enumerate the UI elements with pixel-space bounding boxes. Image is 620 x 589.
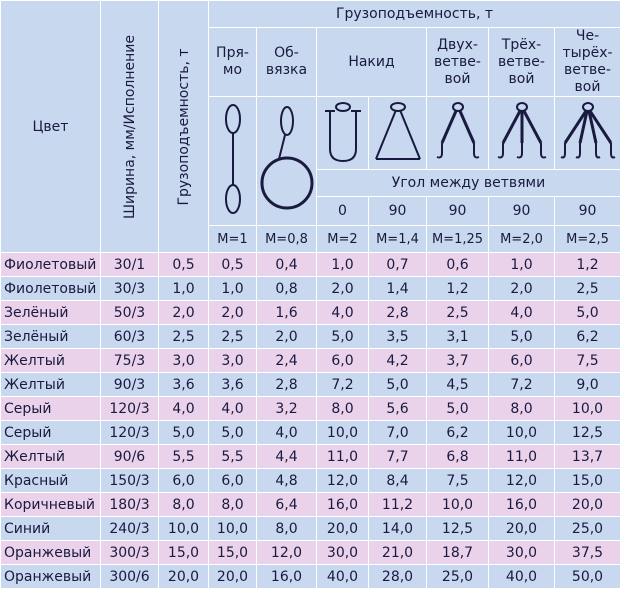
value-cell: 2,8: [369, 301, 427, 325]
load-cell: 3,6: [159, 373, 209, 397]
width-cell: 90/6: [101, 445, 159, 469]
value-cell: 2,0: [489, 277, 555, 301]
color-cell: Фиолетовый: [1, 253, 101, 277]
load-cell: 3,0: [159, 349, 209, 373]
table-row: [1, 445, 620, 469]
value-cell: 25,0: [555, 517, 620, 541]
header-width-label: Ширина, мм/Исполнение: [122, 35, 138, 219]
straight-sling-icon: [218, 99, 248, 219]
value-cell: 16,0: [257, 565, 317, 589]
width-cell: 240/3: [101, 517, 159, 541]
value-cell: 5,0: [555, 301, 620, 325]
value-cell: 0,7: [369, 253, 427, 277]
value-cell: 5,0: [209, 421, 257, 445]
color-cell: Желтый: [1, 349, 101, 373]
value-cell: 12,5: [555, 421, 620, 445]
value-cell: 2,5: [209, 325, 257, 349]
value-cell: 7,2: [317, 373, 369, 397]
value-cell: 3,7: [427, 349, 489, 373]
color-cell: Серый: [1, 421, 101, 445]
angle-title: [317, 170, 620, 197]
color-cell: Зелёный: [1, 301, 101, 325]
value-cell: 4,2: [369, 349, 427, 373]
color-cell: Красный: [1, 469, 101, 493]
value-cell: 3,1: [427, 325, 489, 349]
value-cell: 50,0: [555, 565, 620, 589]
value-cell: 4,4: [257, 445, 317, 469]
value-cell: 12,5: [427, 517, 489, 541]
value-cell: 8,0: [209, 493, 257, 517]
icon-three-leg-cell: [489, 97, 555, 170]
width-cell: 300/3: [101, 541, 159, 565]
value-cell: 7,0: [369, 421, 427, 445]
value-cell: 40,0: [489, 565, 555, 589]
type-four-leg-label: Че- тырёх- ветве- вой: [562, 28, 612, 95]
width-cell: 120/3: [101, 397, 159, 421]
value-cell: 7,7: [369, 445, 427, 469]
value-cell: 4,0: [257, 421, 317, 445]
value-cell: 15,0: [555, 469, 620, 493]
value-cell: 1,0: [489, 253, 555, 277]
load-cell: 2,5: [159, 325, 209, 349]
value-cell: 6,2: [427, 421, 489, 445]
value-cell: 5,0: [489, 325, 555, 349]
icon-basket-angle-cell: [369, 97, 427, 170]
width-cell: 120/3: [101, 421, 159, 445]
type-two-leg-label: Двух- ветве- вой: [434, 37, 481, 87]
type-choke-label: Об- вязка: [266, 45, 307, 78]
value-cell: 7,2: [489, 373, 555, 397]
value-cell: 11,2: [369, 493, 427, 517]
value-cell: 3,2: [257, 397, 317, 421]
value-cell: 8,0: [257, 517, 317, 541]
value-cell: 4,0: [209, 397, 257, 421]
width-cell: 50/3: [101, 301, 159, 325]
icon-straight-cell: [209, 97, 257, 226]
value-cell: 5,0: [427, 397, 489, 421]
four-leg-sling-icon: [557, 101, 619, 165]
header-width: [101, 1, 159, 253]
value-cell: 6,4: [257, 493, 317, 517]
color-cell: Синий: [1, 517, 101, 541]
icon-basket-cell: [317, 97, 369, 170]
value-cell: 10,0: [209, 517, 257, 541]
table-body: [1, 253, 620, 589]
value-cell: 2,4: [257, 349, 317, 373]
load-cell: 1,0: [159, 277, 209, 301]
value-cell: 3,0: [209, 349, 257, 373]
angle-value: 90: [489, 197, 555, 226]
value-cell: 20,0: [209, 565, 257, 589]
table-row: [1, 253, 620, 277]
value-cell: 14,0: [369, 517, 427, 541]
table-row: [1, 349, 620, 373]
value-cell: 20,0: [489, 517, 555, 541]
table-row: [1, 469, 620, 493]
value-cell: 6,2: [555, 325, 620, 349]
load-cell: 0,5: [159, 253, 209, 277]
table-row: [1, 421, 620, 445]
value-cell: 10,0: [427, 493, 489, 517]
value-cell: 12,0: [317, 469, 369, 493]
value-cell: 3,6: [209, 373, 257, 397]
value-cell: 2,8: [257, 373, 317, 397]
value-cell: 4,0: [317, 301, 369, 325]
value-cell: 20,0: [555, 493, 620, 517]
m-factor: M=2,5: [555, 226, 620, 253]
width-cell: 60/3: [101, 325, 159, 349]
type-four-leg: [555, 28, 620, 97]
value-cell: 37,5: [555, 541, 620, 565]
value-cell: 4,5: [427, 373, 489, 397]
table-row: [1, 493, 620, 517]
color-cell: Оранжевый: [1, 541, 101, 565]
load-cell: 10,0: [159, 517, 209, 541]
value-cell: 1,0: [317, 253, 369, 277]
load-cell: 15,0: [159, 541, 209, 565]
value-cell: 5,5: [209, 445, 257, 469]
angle-value: 0: [317, 197, 369, 226]
value-cell: 28,0: [369, 565, 427, 589]
value-cell: 40,0: [317, 565, 369, 589]
icon-two-leg-cell: [427, 97, 489, 170]
type-straight-label: Пря- мо: [216, 45, 249, 78]
color-cell: Зелёный: [1, 325, 101, 349]
value-cell: 6,0: [317, 349, 369, 373]
table-row: [1, 541, 620, 565]
value-cell: 8,4: [369, 469, 427, 493]
width-cell: 30/3: [101, 277, 159, 301]
value-cell: 0,5: [209, 253, 257, 277]
value-cell: 3,5: [369, 325, 427, 349]
value-cell: 6,0: [209, 469, 257, 493]
header-group-label: Грузоподъемность, т: [336, 6, 493, 22]
angle-value: 90: [555, 197, 620, 226]
value-cell: 2,0: [317, 277, 369, 301]
width-cell: 30/1: [101, 253, 159, 277]
value-cell: 10,0: [489, 421, 555, 445]
value-cell: 11,0: [489, 445, 555, 469]
m-factor: M=2,0: [489, 226, 555, 253]
color-cell: Желтый: [1, 373, 101, 397]
value-cell: 6,8: [427, 445, 489, 469]
value-cell: 2,5: [427, 301, 489, 325]
color-cell: Фиолетовый: [1, 277, 101, 301]
value-cell: 4,0: [489, 301, 555, 325]
header-load-label: Грузоподъемность, т: [176, 48, 192, 205]
value-cell: 7,5: [427, 469, 489, 493]
table-row: [1, 277, 620, 301]
value-cell: 21,0: [369, 541, 427, 565]
m-factor: M=1,25: [427, 226, 489, 253]
value-cell: 11,0: [317, 445, 369, 469]
value-cell: 5,6: [369, 397, 427, 421]
load-cell: 8,0: [159, 493, 209, 517]
color-cell: Оранжевый: [1, 565, 101, 589]
value-cell: 12,0: [489, 469, 555, 493]
value-cell: 2,5: [555, 277, 620, 301]
color-cell: Серый: [1, 397, 101, 421]
angle-value: 90: [427, 197, 489, 226]
header-color: [1, 1, 101, 253]
m-factor: M=1: [209, 226, 257, 253]
value-cell: 2,0: [209, 301, 257, 325]
choke-sling-icon: [259, 99, 315, 219]
value-cell: 18,7: [427, 541, 489, 565]
color-cell: Коричневый: [1, 493, 101, 517]
icon-choke-cell: [257, 97, 317, 226]
table-row: [1, 325, 620, 349]
m-factor: M=2: [317, 226, 369, 253]
value-cell: 1,2: [555, 253, 620, 277]
value-cell: 13,7: [555, 445, 620, 469]
value-cell: 1,2: [427, 277, 489, 301]
type-straight: [209, 28, 257, 97]
basket-sling-icon: [320, 101, 366, 165]
load-cell: 5,5: [159, 445, 209, 469]
value-cell: 5,0: [317, 325, 369, 349]
width-cell: 90/3: [101, 373, 159, 397]
width-cell: 180/3: [101, 493, 159, 517]
value-cell: 0,8: [257, 277, 317, 301]
value-cell: 1,4: [369, 277, 427, 301]
type-three-leg: [489, 28, 555, 97]
load-cell: 2,0: [159, 301, 209, 325]
value-cell: 16,0: [489, 493, 555, 517]
table-row: [1, 301, 620, 325]
value-cell: 5,0: [369, 373, 427, 397]
type-choke: [257, 28, 317, 97]
load-cell: 5,0: [159, 421, 209, 445]
value-cell: 10,0: [317, 421, 369, 445]
width-cell: 75/3: [101, 349, 159, 373]
m-factor: M=0,8: [257, 226, 317, 253]
value-cell: 8,0: [317, 397, 369, 421]
type-three-leg-label: Трёх- ветве- вой: [498, 37, 545, 87]
table-row: [1, 565, 620, 589]
basket-angle-sling-icon: [370, 101, 426, 165]
value-cell: 7,5: [555, 349, 620, 373]
value-cell: 4,8: [257, 469, 317, 493]
header-color-label: Цвет: [33, 119, 69, 135]
value-cell: 10,0: [555, 397, 620, 421]
value-cell: 30,0: [489, 541, 555, 565]
value-cell: 6,0: [489, 349, 555, 373]
angle-value: 90: [369, 197, 427, 226]
value-cell: 1,0: [209, 277, 257, 301]
load-cell: 20,0: [159, 565, 209, 589]
type-basket: [317, 28, 427, 97]
value-cell: 15,0: [209, 541, 257, 565]
value-cell: 8,0: [489, 397, 555, 421]
width-cell: 300/6: [101, 565, 159, 589]
header-load: [159, 1, 209, 253]
value-cell: 9,0: [555, 373, 620, 397]
value-cell: 0,6: [427, 253, 489, 277]
type-basket-label: Накид: [348, 54, 394, 70]
table-row: [1, 373, 620, 397]
m-factor: M=1,4: [369, 226, 427, 253]
icon-four-leg-cell: [555, 97, 620, 170]
value-cell: 25,0: [427, 565, 489, 589]
two-leg-sling-icon: [430, 101, 486, 165]
width-cell: 150/3: [101, 469, 159, 493]
value-cell: 12,0: [257, 541, 317, 565]
load-cell: 6,0: [159, 469, 209, 493]
angle-title-label: Угол между ветвями: [392, 175, 545, 191]
table-row: [1, 397, 620, 421]
value-cell: 30,0: [317, 541, 369, 565]
load-cell: 4,0: [159, 397, 209, 421]
header-group: [209, 1, 620, 28]
table-row: [1, 517, 620, 541]
type-two-leg: [427, 28, 489, 97]
value-cell: 16,0: [317, 493, 369, 517]
color-cell: Желтый: [1, 445, 101, 469]
value-cell: 0,4: [257, 253, 317, 277]
value-cell: 20,0: [317, 517, 369, 541]
value-cell: 2,0: [257, 325, 317, 349]
value-cell: 1,6: [257, 301, 317, 325]
three-leg-sling-icon: [493, 101, 551, 165]
